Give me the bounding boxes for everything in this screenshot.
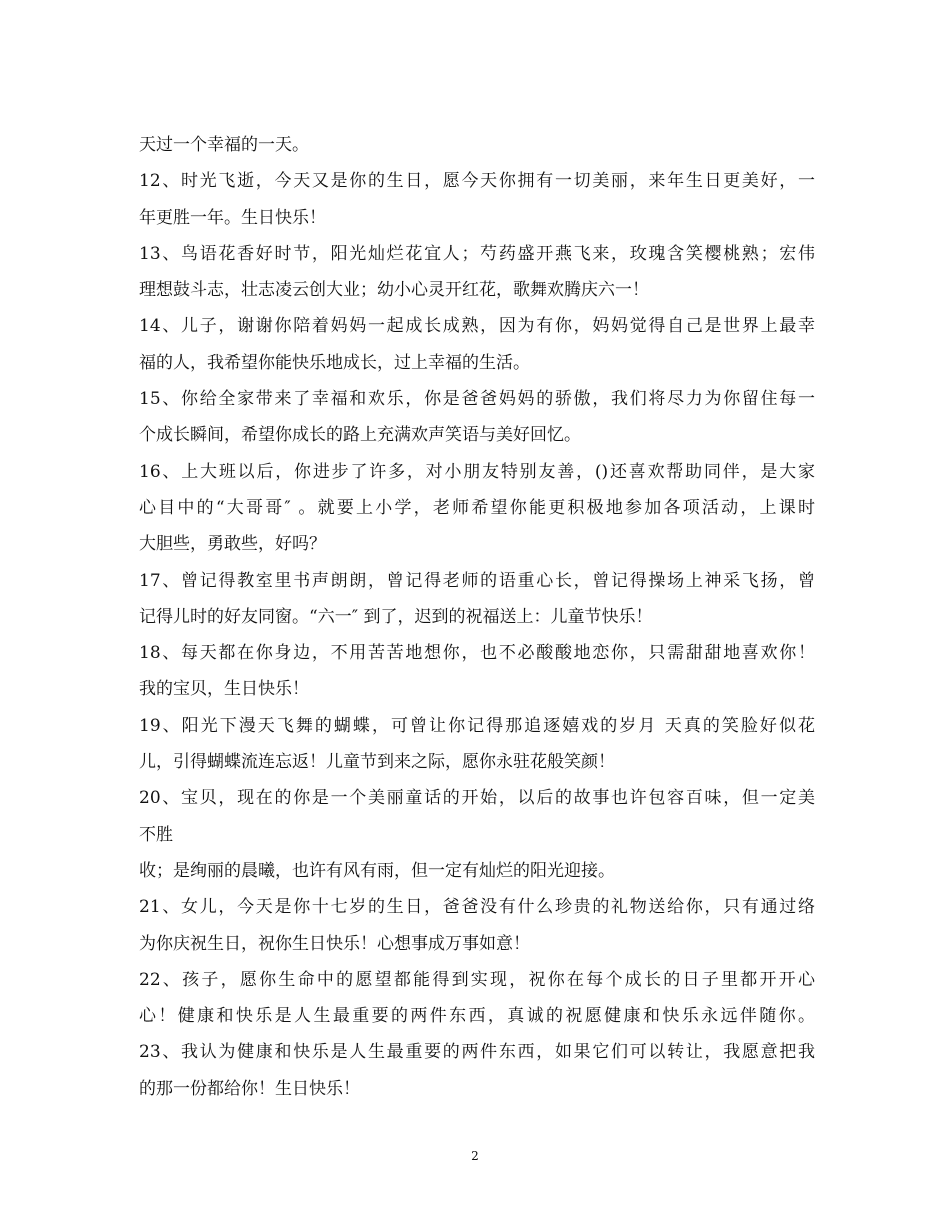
text-line: 收；是绚丽的晨曦，也许有风有雨，但一定有灿烂的阳光迎接。 (139, 860, 615, 881)
text-line: 不胜 (139, 824, 173, 845)
text-line: 天过一个幸福的一天。 (139, 135, 309, 155)
text-line: 我的宝贝，生日快乐！ (139, 679, 309, 700)
text-line: 18、每天都在你身边，不用苦苦地想你，也不必酸酸地恋你，只需甜甜地喜欢你！ (139, 643, 815, 664)
text-line: 13、鸟语花香好时节，阳光灿烂花宜人；芍药盛开燕飞来，玫瑰含笑樱桃熟；宏伟 (139, 243, 815, 264)
text-line: 心！健康和快乐是人生最重要的两件东西，真诚的祝愿健康和快乐永远伴随你。 (139, 1006, 815, 1027)
text-line: 19、阳光下漫天飞舞的蝴蝶，可曾让你记得那追逐嬉戏的岁月 天真的笑脸好似花 (139, 715, 815, 736)
text-line: 心目中的“大哥哥″ 。就要上小学，老师希望你能更积极地参加各项活动，上课时 (139, 497, 815, 518)
text-line: 儿，引得蝴蝶流连忘返！儿童节到来之际，愿你永驻花般笑颜！ (139, 752, 615, 773)
text-line: 个成长瞬间，希望你成长的路上充满欢声笑语与美好回忆。 (139, 425, 581, 446)
text-line: 14、儿子，谢谢你陪着妈妈一起成长成熟，因为有你，妈妈觉得自己是世界上最幸 (139, 316, 815, 337)
text-line: 17、曾记得教室里书声朗朗，曾记得老师的语重心长，曾记得操场上神采飞扬，曾 (139, 570, 815, 591)
text-line: 15、你给全家带来了幸福和欢乐，你是爸爸妈妈的骄傲，我们将尽力为你留住每一 (139, 389, 815, 410)
text-line: 的那一份都给你！生日快乐！ (139, 1078, 360, 1099)
text-line: 年更胜一年。生日快乐！ (139, 207, 326, 228)
document-body (139, 127, 815, 1107)
page-number: 2 (471, 1149, 479, 1163)
text-line: 为你庆祝生日，祝你生日快乐！心想事成万事如意！ (139, 933, 530, 954)
text-line: 大胆些，勇敢些，好吗？ (139, 534, 326, 555)
text-line: 22、孩子，愿你生命中的愿望都能得到实现，祝你在每个成长的日子里都开开心 (139, 969, 815, 990)
text-line: 23、我认为健康和快乐是人生最重要的两件东西，如果它们可以转让，我愿意把我 (139, 1042, 815, 1063)
text-line: 21、女儿，今天是你十七岁的生日，爸爸没有什么珍贵的礼物送给你，只有通过络 (139, 897, 815, 918)
text-line: 记得儿时的好友同窗。“六一″ 到了，迟到的祝福送上：儿童节快乐！ (139, 606, 653, 627)
text-line: 福的人，我希望你能快乐地成长，过上幸福的生活。 (139, 352, 530, 373)
text-line: 16、上大班以后，你进步了许多，对小朋友特别友善，()还喜欢帮助同伴，是大家 (139, 461, 815, 482)
text-line: 20、宝贝，现在的你是一个美丽童话的开始，以后的故事也许包容百味，但一定美 (139, 788, 815, 809)
text-line: 理想鼓斗志，壮志凌云创大业；幼小心灵开红花，歌舞欢腾庆六一！ (139, 280, 649, 301)
text-line: 12、时光飞逝，今天又是你的生日，愿今天你拥有一切美丽，来年生日更美好，一 (139, 171, 815, 192)
